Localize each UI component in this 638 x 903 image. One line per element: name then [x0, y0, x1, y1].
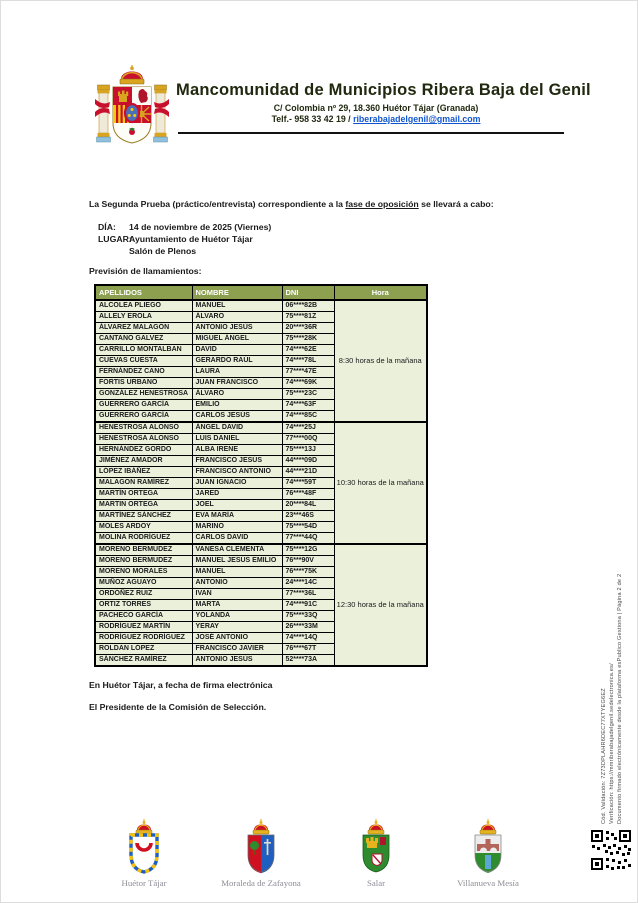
dni-cell: 74****63F	[282, 400, 334, 411]
org-email-link[interactable]: riberabajadelgenil@gmail.com	[353, 114, 481, 124]
dni-cell: 76****67T	[282, 644, 334, 655]
nombre-cell: JOEL	[192, 500, 282, 511]
apellidos-cell: MARTÍN ORTEGA	[95, 489, 192, 500]
municipality-label: Salar	[366, 878, 386, 888]
intro-paragraph	[89, 199, 549, 209]
nombre-cell: MANUEL JESÚS EMILIO	[192, 556, 282, 567]
closing-place-line: En Huétor Tájar, a fecha de firma electrónica	[89, 680, 273, 690]
dni-cell: 20****84L	[282, 500, 334, 511]
nombre-cell: EVA MARÍA	[192, 511, 282, 522]
dni-cell: 75****54D	[282, 522, 334, 533]
apellidos-cell: CARRILLO MONTALBAN	[95, 345, 192, 356]
prevision-heading: Previsión de llamamientos:	[89, 266, 202, 276]
letterhead	[176, 81, 591, 124]
nombre-cell: ANTONIO	[192, 578, 282, 589]
apellidos-cell: MALAGON RAMÍREZ	[95, 478, 192, 489]
table-row	[95, 300, 427, 312]
intro-text-underlined: fase de oposición	[345, 199, 419, 209]
table-row	[95, 544, 427, 556]
apellidos-cell: CUEVAS CUESTA	[95, 356, 192, 367]
apellidos-cell: MARTÍNEZ SÁNCHEZ	[95, 511, 192, 522]
col-header-dni: DNI	[282, 285, 334, 300]
signature-note: Documento firmado electrónicamente desde la plataforma esPublico Gestiona | Página 2 de 2	[617, 573, 623, 824]
col-header-nombre: NOMBRE	[192, 285, 282, 300]
nombre-cell: ÁNGEL DAVID	[192, 422, 282, 434]
dia-label: DÍA:	[98, 222, 116, 232]
nombre-cell: MIGUEL ÁNGEL	[192, 334, 282, 345]
dia-value: 14 de noviembre de 2025 (Viernes)	[129, 222, 272, 232]
apellidos-cell: ROLDAN LÓPEZ	[95, 644, 192, 655]
dni-cell: 74****91C	[282, 600, 334, 611]
apellidos-cell: LÓPEZ IBÁÑEZ	[95, 467, 192, 478]
municipality-label: Moraleda de Zafayona	[221, 878, 301, 888]
moraleda-de-zafayona-shield-icon	[241, 818, 281, 878]
spain-coat-of-arms-icon	[94, 65, 170, 157]
dni-cell: 24****14C	[282, 578, 334, 589]
dni-cell: 44****09D	[282, 456, 334, 467]
dni-cell: 26****33M	[282, 622, 334, 633]
apellidos-cell: GUERRERO GARCÍA	[95, 400, 192, 411]
signature-sidebar	[600, 552, 634, 824]
apellidos-cell: MORENO BERMUDEZ	[95, 556, 192, 567]
apellidos-cell: HENESTROSA ALONSO	[95, 422, 192, 434]
apellidos-cell: ALCOLEA PLIEGO	[95, 300, 192, 312]
intro-text-before: La Segunda Prueba (práctico/entrevista) correspondiente a la	[89, 199, 346, 209]
col-header-hora: Hora	[334, 285, 427, 300]
apellidos-cell: GONZÁLEZ HENESTROSA	[95, 389, 192, 400]
nombre-cell: MARTA	[192, 600, 282, 611]
municipality-label: Huétor Tájar	[121, 878, 167, 888]
nombre-cell: ÁLVARO	[192, 389, 282, 400]
nombre-cell: JUAN IGNACIO	[192, 478, 282, 489]
apellidos-cell: ORTIZ TORRES	[95, 600, 192, 611]
nombre-cell: CARLOS JESÚS	[192, 411, 282, 423]
hora-cell: 8:30 horas de la mañana	[334, 300, 427, 422]
nombre-cell: ANTONIO JESÚS	[192, 655, 282, 667]
dni-cell: 74****25J	[282, 422, 334, 434]
nombre-cell: FRANCISCO JAVIER	[192, 644, 282, 655]
apellidos-cell: JIMÉNEZ AMADOR	[95, 456, 192, 467]
apellidos-cell: CANTANO GALVEZ	[95, 334, 192, 345]
nombre-cell: MARINO	[192, 522, 282, 533]
nombre-cell: JARED	[192, 489, 282, 500]
dni-cell: 75****33Q	[282, 611, 334, 622]
org-contact	[176, 114, 576, 124]
org-name: Mancomunidad de Municipios Ribera Baja del Genil	[176, 81, 591, 99]
apellidos-cell: HERNÁNDEZ GORDO	[95, 445, 192, 456]
apellidos-cell: GUERRERO GARCÍA	[95, 411, 192, 423]
apellidos-cell: MOLES ARDOY	[95, 522, 192, 533]
apellidos-cell: MOLINA RODRÍGUEZ	[95, 533, 192, 545]
nombre-cell: FRANCISCO ANTONIO	[192, 467, 282, 478]
org-phone: Telf.- 958 33 42 19 /	[271, 114, 354, 124]
nombre-cell: YOLANDA	[192, 611, 282, 622]
table-header-row	[95, 285, 427, 300]
nombre-cell: EMILIO	[192, 400, 282, 411]
nombre-cell: YERAY	[192, 622, 282, 633]
dni-cell: 74****78L	[282, 356, 334, 367]
nombre-cell: JUAN FRANCISCO	[192, 378, 282, 389]
nombre-cell: MANUEL	[192, 300, 282, 312]
dni-cell: 76****48F	[282, 489, 334, 500]
dni-cell: 75****81Z	[282, 312, 334, 323]
apellidos-cell: PACHECO GARCÍA	[95, 611, 192, 622]
closing-signer-line: El Presidente de la Comisión de Selección.	[89, 702, 267, 712]
nombre-cell: IVAN	[192, 589, 282, 600]
municipality-label: Villanueva Mesía	[457, 878, 519, 888]
lugar-label: LUGAR:	[98, 234, 132, 244]
apellidos-cell: MORENO MORALES	[95, 567, 192, 578]
dni-cell: 74****69K	[282, 378, 334, 389]
intro-text-after: se llevará a cabo:	[418, 199, 494, 209]
dni-cell: 77****00Q	[282, 434, 334, 445]
apellidos-cell: MUÑOZ AGUAYO	[95, 578, 192, 589]
apellidos-cell: FERNÁNDEZ CANO	[95, 367, 192, 378]
apellidos-cell: RODRÍGUEZ RODRÍGUEZ	[95, 633, 192, 644]
nombre-cell: ALBA IRENE	[192, 445, 282, 456]
dni-cell: 76***90V	[282, 556, 334, 567]
apellidos-cell: MARTIN ORTEGA	[95, 500, 192, 511]
verification-url: Verificación: https://mmriberabajadelgenil.sedelectronica.es/	[609, 663, 615, 824]
lugar-value-room: Salón de Plenos	[129, 246, 197, 256]
dni-cell: 76****75K	[282, 567, 334, 578]
nombre-cell: GERARDO RAÚL	[192, 356, 282, 367]
apellidos-cell: ALLELY EROLA	[95, 312, 192, 323]
header-divider	[178, 132, 564, 134]
dni-cell: 74****14Q	[282, 633, 334, 644]
apellidos-cell: FORTIS URBANO	[95, 378, 192, 389]
dni-cell: 77****36L	[282, 589, 334, 600]
col-header-apellidos: APELLIDOS	[95, 285, 192, 300]
roster-table-body	[95, 300, 427, 666]
dni-cell: 75****28K	[282, 334, 334, 345]
nombre-cell: MANUEL	[192, 567, 282, 578]
table-row	[95, 422, 427, 434]
dni-cell: 77****44Q	[282, 533, 334, 545]
roster-table	[94, 284, 428, 667]
apellidos-cell: ÁLVAREZ MALAGÓN	[95, 323, 192, 334]
nombre-cell: CARLOS DAVID	[192, 533, 282, 545]
nombre-cell: ÁLVARO	[192, 312, 282, 323]
lugar-value: Ayuntamiento de Huétor Tájar	[129, 234, 253, 244]
qr-code	[589, 828, 633, 872]
dni-cell: 52****73A	[282, 655, 334, 667]
nombre-cell: VANESA CLEMENTA	[192, 544, 282, 556]
validation-code: Cód. Validación: 7Z73DPLAHR6DEC77XTYEG6EZ	[601, 688, 607, 824]
nombre-cell: LAURA	[192, 367, 282, 378]
hora-cell: 12:30 horas de la mañana	[334, 544, 427, 666]
nombre-cell: LUIS DANIEL	[192, 434, 282, 445]
apellidos-cell: HENESTROSA ALONSO	[95, 434, 192, 445]
dni-cell: 23***46S	[282, 511, 334, 522]
villanueva-mesia-shield-icon	[468, 818, 508, 878]
nombre-cell: ANTONIO JESÚS	[192, 323, 282, 334]
hora-cell: 10:30 horas de la mañana	[334, 422, 427, 544]
huetor-tajar-shield-icon	[124, 818, 164, 878]
dni-cell: 74****59T	[282, 478, 334, 489]
org-address: C/ Colombia nº 29, 18.360 Huétor Tájar (Granada)	[273, 103, 479, 113]
dni-cell: 75****12G	[282, 544, 334, 556]
dni-cell: 20****36R	[282, 323, 334, 334]
nombre-cell: JOSÉ ANTONIO	[192, 633, 282, 644]
dni-cell: 74****85C	[282, 411, 334, 423]
apellidos-cell: MORENO BERMUDEZ	[95, 544, 192, 556]
apellidos-cell: RODRÍGUEZ MARTÍN	[95, 622, 192, 633]
dni-cell: 74****62E	[282, 345, 334, 356]
dni-cell: 06****82B	[282, 300, 334, 312]
dni-cell: 44****21D	[282, 467, 334, 478]
salar-shield-icon	[356, 818, 396, 878]
nombre-cell: FRANCISCO JESÚS	[192, 456, 282, 467]
nombre-cell: DAVID	[192, 345, 282, 356]
dni-cell: 75****23C	[282, 389, 334, 400]
apellidos-cell: SÁNCHEZ RAMÍREZ	[95, 655, 192, 667]
dni-cell: 75****13J	[282, 445, 334, 456]
apellidos-cell: ORDÓÑEZ RUIZ	[95, 589, 192, 600]
dni-cell: 77****47E	[282, 367, 334, 378]
